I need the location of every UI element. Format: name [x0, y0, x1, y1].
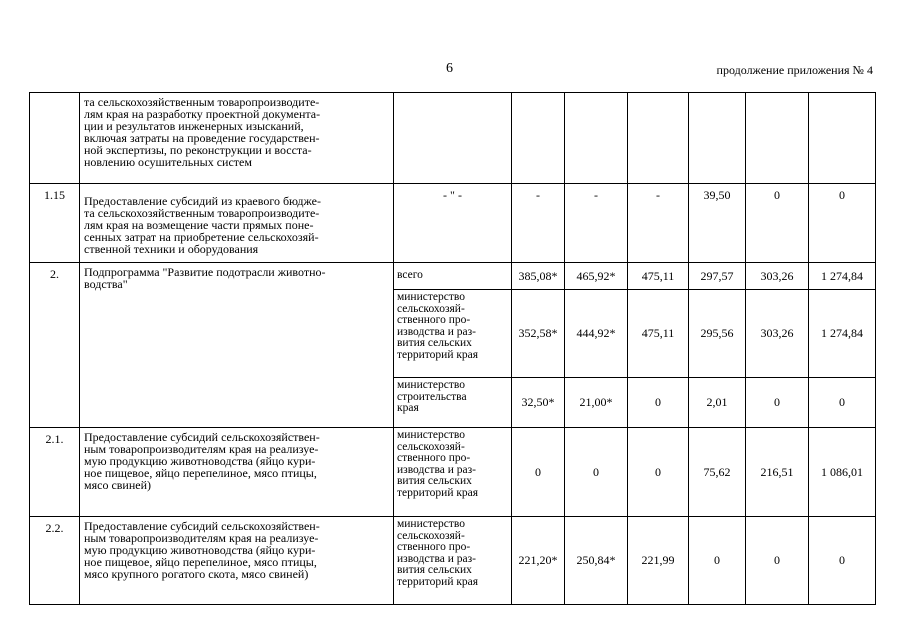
value-cell: 0: [746, 517, 809, 605]
value-cell: 0: [809, 184, 876, 263]
value-cell: 221,20*: [512, 517, 565, 605]
source-line: сельскохозяй-: [397, 302, 465, 315]
name-line: ное пищевое, яйцо перепелиное, мясо птицы,: [84, 555, 317, 569]
value-cell: 303,26: [746, 263, 809, 290]
row-name: [80, 184, 394, 263]
page-number: 6: [446, 61, 453, 76]
name-line: Предоставление субсидий сельскохозяйствен-: [84, 519, 320, 533]
value-cell: -: [512, 184, 565, 263]
value-cell: -: [628, 184, 689, 263]
row-source: [394, 93, 512, 184]
table-row: [30, 93, 876, 184]
source-line: строительства: [397, 390, 467, 403]
row-name: [80, 263, 394, 428]
value-cell: 0: [628, 378, 689, 428]
name-line: сенных затрат на приобретение сельскохозяй-: [84, 230, 319, 244]
value-cell: [746, 93, 809, 184]
value-cell: 475,11: [628, 263, 689, 290]
name-line: мую продукцию животноводства (яйцо кури-: [84, 543, 316, 557]
source-line: изводства и раз-: [397, 552, 476, 565]
name-line: мясо крупного рогатого скота, мясо свиней): [84, 567, 309, 581]
value-cell: 250,84*: [565, 517, 628, 605]
row-id: 2.: [30, 263, 80, 428]
value-cell: 0: [689, 517, 746, 605]
row-name: [80, 93, 394, 184]
value-cell: 0: [746, 378, 809, 428]
value-cell: 475,11: [628, 290, 689, 378]
value-cell: 295,56: [689, 290, 746, 378]
value-cell: 32,50*: [512, 378, 565, 428]
source-line: изводства и раз-: [397, 325, 476, 338]
table-row: [30, 428, 876, 517]
source-line: изводства и раз-: [397, 463, 476, 476]
value-cell: 0: [809, 517, 876, 605]
source-line: министерство: [397, 379, 465, 391]
row-source: - " -: [394, 184, 512, 263]
value-cell: [809, 93, 876, 184]
name-line: новлению осушительных систем: [84, 155, 252, 169]
name-line: ным товаропроизводителям края на реализуе-: [84, 442, 319, 456]
row-source: [394, 263, 512, 290]
row-id: 2.2.: [30, 517, 80, 605]
name-line: ции и результатов инженерных изысканий,: [84, 119, 304, 133]
source-line: территорий края: [397, 486, 479, 499]
budget-table: [29, 92, 876, 605]
table-row: [30, 184, 876, 263]
value-cell: 1 274,84: [809, 263, 876, 290]
source-line: сельскохозяй-: [397, 529, 465, 542]
value-cell: [628, 93, 689, 184]
value-cell: 0: [809, 378, 876, 428]
source-line: территорий края: [397, 575, 479, 588]
source-line: министерство: [397, 291, 465, 303]
value-cell: 0: [565, 428, 628, 517]
name-line: Предоставление субсидий из краевого бюдже-: [84, 194, 321, 208]
source-line: ственного про-: [397, 314, 471, 326]
name-line: лям края на разработку проектной документа-: [84, 107, 321, 121]
value-cell: 303,26: [746, 290, 809, 378]
value-cell: 385,08*: [512, 263, 565, 290]
source-line: сельскохозяй-: [397, 440, 465, 453]
continuation-label: продолжение приложения № 4: [716, 63, 873, 77]
value-cell: 0: [512, 428, 565, 517]
source-line: края: [397, 402, 419, 414]
source-line: вития сельских: [397, 564, 472, 576]
row-id: [30, 93, 80, 184]
source-line: ственного про-: [397, 541, 471, 553]
name-line: ной экспертизы, по реконструкции и восста-: [84, 143, 312, 157]
row-source: [394, 428, 512, 517]
name-line: лям края на возмещение части прямых поне-: [84, 218, 314, 232]
value-cell: [512, 93, 565, 184]
name-line: Предоставление субсидий сельскохозяйствен-: [84, 430, 320, 444]
source-line: ственного про-: [397, 452, 471, 464]
value-cell: -: [565, 184, 628, 263]
name-line: водства": [84, 277, 128, 291]
name-line: мясо свиней): [84, 478, 152, 492]
value-cell: 221,99: [628, 517, 689, 605]
row-source: [394, 290, 512, 378]
source-line: всего: [397, 269, 423, 282]
value-cell: 75,62: [689, 428, 746, 517]
value-cell: 21,00*: [565, 378, 628, 428]
row-source: [394, 517, 512, 605]
row-name: [80, 428, 394, 517]
value-cell: 465,92*: [565, 263, 628, 290]
name-line: ственной техники и оборудования: [84, 242, 259, 256]
name-line: ным товаропроизводителям края на реализуе-: [84, 531, 319, 545]
name-line: мую продукцию животноводства (яйцо кури-: [84, 454, 316, 468]
name-line: ное пищевое, яйцо перепелиное, мясо птицы,: [84, 466, 317, 480]
table-row: [30, 263, 876, 290]
row-name: [80, 517, 394, 605]
row-id: 2.1.: [30, 428, 80, 517]
value-cell: [689, 93, 746, 184]
value-cell: 39,50: [689, 184, 746, 263]
value-cell: 0: [746, 184, 809, 263]
value-cell: 297,57: [689, 263, 746, 290]
value-cell: 0: [628, 428, 689, 517]
source-line: вития сельских: [397, 475, 472, 487]
source-line: министерство: [397, 429, 465, 441]
value-cell: 2,01: [689, 378, 746, 428]
name-line: включая затраты на проведение государствен-: [84, 131, 320, 145]
value-cell: 1 274,84: [809, 290, 876, 378]
row-source: [394, 378, 512, 428]
value-cell: 444,92*: [565, 290, 628, 378]
source-line: вития сельских: [397, 337, 472, 349]
name-line: та сельскохозяйственным товаропроизводите-: [84, 95, 320, 109]
source-line: министерство: [397, 518, 465, 530]
value-cell: 216,51: [746, 428, 809, 517]
name-line: та сельскохозяйственным товаропроизводите-: [84, 206, 320, 220]
table-row: [30, 517, 876, 605]
source-line: территорий края: [397, 348, 479, 361]
value-cell: [565, 93, 628, 184]
value-cell: 1 086,01: [809, 428, 876, 517]
row-id: 1.15: [30, 184, 80, 263]
name-line: Подпрограмма "Развитие подотрасли животно-: [84, 265, 326, 279]
value-cell: 352,58*: [512, 290, 565, 378]
